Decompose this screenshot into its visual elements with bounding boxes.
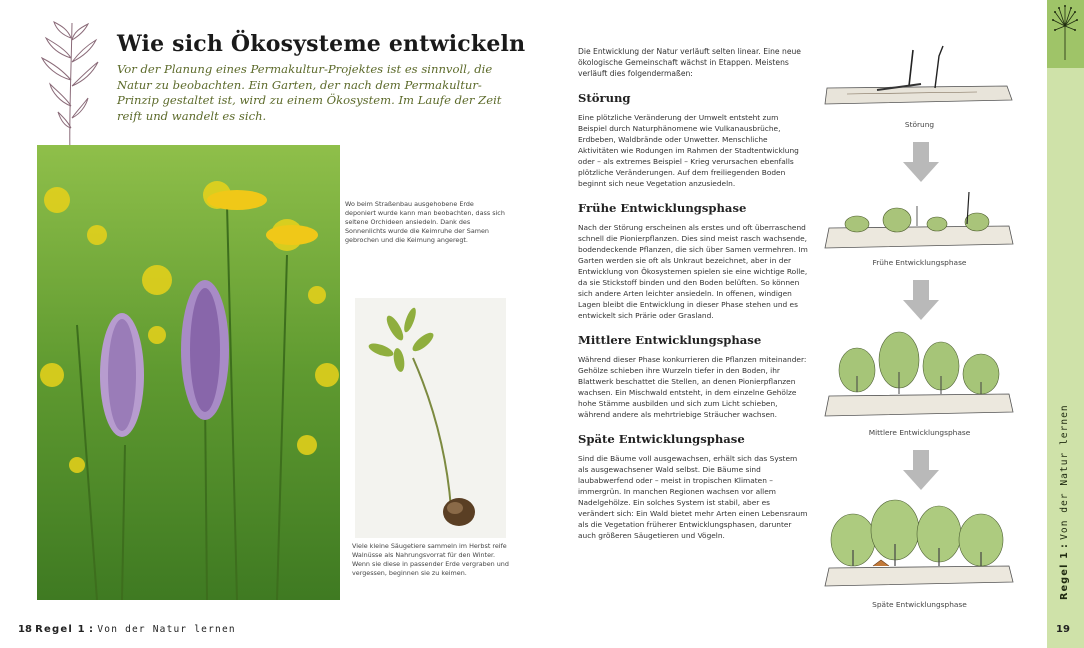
- footer-separator: :: [89, 624, 95, 635]
- dandelion-icon: [1047, 0, 1084, 68]
- down-arrow-icon: [901, 280, 941, 320]
- stage-fruehe-illustration: [817, 184, 1022, 256]
- page-number-right: 19: [1056, 624, 1070, 635]
- side-tab-text: [1059, 380, 1075, 600]
- side-tab-rule: Regel 1: [1059, 551, 1070, 600]
- section-body: Sind die Bäume voll ausgewachsen, erhält sich das System als ausgewachsener Wald selbst. Die Bäume sind laubabwerfend oder – meist in tropischen Klimaten – immergrün. In manchen Regionen wachsen vor allem Nadelgehölze. Ein solches System ist stabil, aber es verändert sich: Ein Wald bietet mehr Arten einen Lebensraum als die Vegetation früherer Entwicklungsphasen, darunter auch größeren Säugetieren und Vögeln.: [578, 454, 808, 540]
- side-tab-top: [1047, 0, 1084, 68]
- section-body: Nach der Störung erscheinen als erstes und oft überraschend schnell die Pionierpflanzen. Dies sind meist rasch wachsende, bodendeckende Pflanzen, die sich über Samen vermehren. Im Garten werden sie oft als Unkraut bezeichnet, aber in der Entwicklung von Ökosystemen spielen sie eine wichtige Rolle, da sie Stickstoff binden und den Boden belüften. So können sich andere Arten leichter ansiedeln. In offenen, windigen Lagen bleibt die Entwicklung in dieser Phase stehen und es entwickelt sich Prärie oder Grasland.: [578, 223, 808, 320]
- section-body: Eine plötzliche Veränderung der Umwelt entsteht zum Beispiel durch Naturphänomene wie Vulkanausbrüche, Erdbeben, Waldbrände oder Unwetter. Menschliche Aktivitäten wie Rodungen im Rahmen der Stadtentwicklung oder – als extremes Beispiel – Krieg verursachen ebenfalls plötzliche Veränderungen. Auf dem freiliegenden Boden beginnt sich neue Vegetation anzusiedeln.: [578, 113, 799, 188]
- section-heading: Mittlere Entwicklungsphase: [578, 333, 762, 347]
- lead-paragraph: Die Entwicklung der Natur verläuft selten linear. Eine neue ökologische Gemeinschaft wächst in Etappen. Meistens verläuft dies folgendermaßen:: [578, 47, 801, 78]
- stage-label: Späte Entwicklungsphase: [872, 600, 967, 609]
- stage-label: Störung: [904, 120, 935, 129]
- footer-rule: Regel 1: [35, 624, 86, 635]
- section-body: Während dieser Phase konkurrieren die Pflanzen miteinander: Gehölze schieben ihre Wurzeln tiefer in den Boden, ihr Blattwerk beschattet die Stellen, an denen Pionierpflanzen wachsen. Ein Mischwald entsteht, in dem einzelne Gehölze hohe Stämme ausbilden und sich zum Licht schieben, während andere als mehrtriebige Sträucher wachsen.: [578, 355, 807, 419]
- footer-subtitle: Von der Natur lernen: [97, 624, 236, 635]
- section-heading: Frühe Entwicklungsphase: [578, 201, 747, 215]
- section-spaete-phase: [578, 432, 808, 541]
- section-heading: Störung: [578, 91, 631, 105]
- succession-diagram: [817, 38, 1022, 618]
- right-page: [542, 0, 1084, 648]
- chapter-side-tab: [1047, 0, 1084, 648]
- walnut-seedling-photo: [355, 298, 506, 538]
- body-text-column: [578, 46, 808, 541]
- stage-label: Frühe Entwicklungsphase: [872, 258, 967, 267]
- side-tab-separator: :: [1059, 542, 1070, 548]
- down-arrow-icon: [901, 450, 941, 490]
- orchid-caption: Wo beim Straßenbau ausgehobene Erde deponiert wurde kann man beobachten, dass sich seltene Orchideen ansiedeln. Dank des Sonnenlichts wurde die Keimruhe der Samen gebrochen und die Keimung angeregt.: [345, 200, 505, 244]
- orchid-meadow-photo: [37, 145, 340, 600]
- side-tab-subtitle: Von der Natur lernen: [1059, 404, 1070, 540]
- down-arrow-icon: [901, 142, 941, 182]
- stage-spaete-illustration: [817, 494, 1022, 594]
- walnut-caption: Viele kleine Säugetiere sammeln im Herbst reife Walnüsse als Nahrungsvorrat für den Winter. Wenn sie diese in passender Erde vergraben und vergessen, beginnen sie zu keimen.: [352, 542, 509, 577]
- page-footer-left: [18, 624, 236, 635]
- stage-label: Mittlere Entwicklungsphase: [868, 428, 971, 437]
- page-number-left: 18: [18, 624, 32, 635]
- section-stoerung: [578, 91, 808, 189]
- stage-mittlere-illustration: [817, 326, 1022, 424]
- section-heading: Späte Entwicklungsphase: [578, 432, 745, 446]
- section-mittlere-phase: [578, 333, 808, 420]
- page-title: Wie sich Ökosysteme entwickeln: [117, 31, 526, 57]
- intro-text: Vor der Planung eines Permakultur-Projektes ist es sinnvoll, die Natur zu beobachten. Ein Garten, der nach dem Permakultur-Prinzip gestaltet ist, wird zu einem Ökosystem. Im Laufe der Zeit reift und wandelt es sich.: [117, 62, 502, 123]
- stage-stoerung-illustration: [817, 38, 1022, 108]
- section-fruehe-phase: [578, 201, 808, 321]
- plant-illustration-icon: [38, 18, 102, 158]
